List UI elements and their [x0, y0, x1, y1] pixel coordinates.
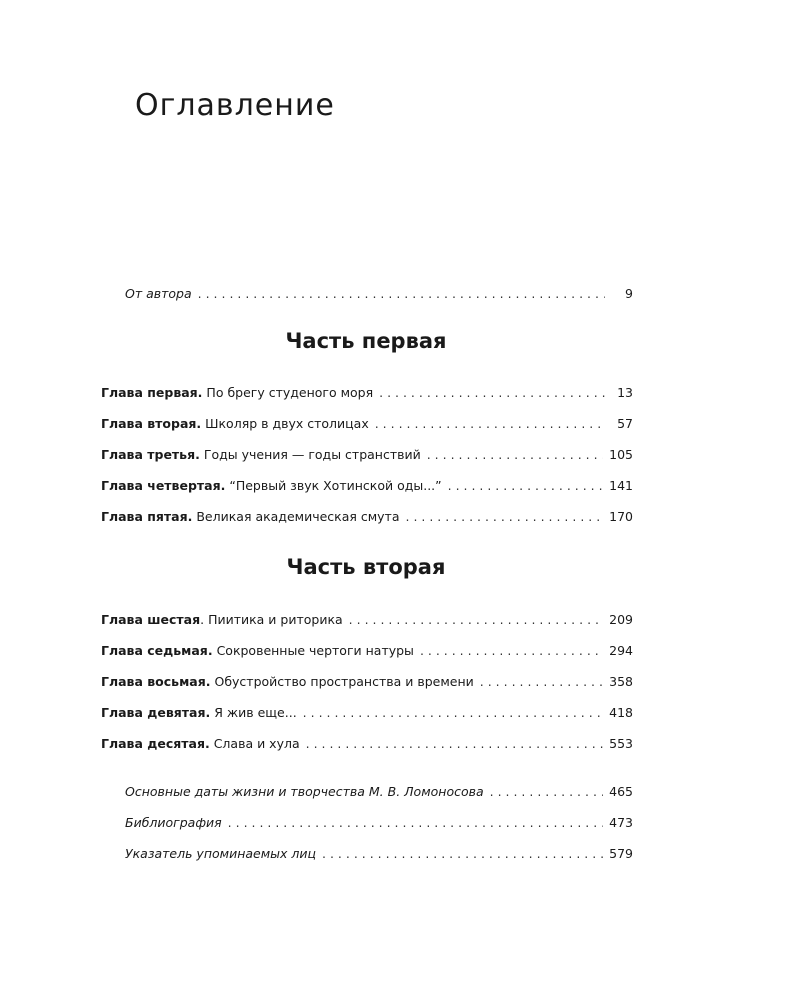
chapter-title: Я жив еще...: [214, 705, 297, 720]
dot-leader: [375, 414, 605, 434]
chapter-title: . Пиитика и риторика: [200, 612, 343, 627]
toc-entry-chapter-6[interactable]: [101, 610, 633, 630]
dot-leader: [306, 734, 604, 754]
toc-page-number: 294: [609, 643, 633, 658]
toc-page-number: 57: [617, 416, 633, 431]
dot-leader: [427, 445, 603, 465]
toc-entry-label: От автора: [125, 286, 192, 301]
dot-leader: [490, 782, 604, 802]
toc-page-number: 141: [609, 478, 633, 493]
toc-entry-chapter-8[interactable]: [101, 672, 633, 692]
toc-page-number: 553: [609, 736, 633, 751]
dot-leader: [406, 507, 604, 527]
chapter-prefix: Глава седьмая.: [101, 643, 213, 658]
chapter-prefix: Глава восьмая.: [101, 674, 211, 689]
chapter-prefix: Глава шестая: [101, 612, 201, 627]
toc-page-number: 9: [625, 286, 633, 301]
dot-leader: [228, 813, 603, 833]
toc-entry-chapter-9[interactable]: [101, 703, 633, 723]
chapter-title: По брегу студеного моря: [206, 385, 374, 400]
toc-entry-appendix-index[interactable]: [125, 844, 633, 864]
toc-entry-chapter-1[interactable]: [101, 383, 633, 403]
toc-page-number: 473: [609, 815, 633, 830]
part-heading-2: Часть вторая: [286, 555, 446, 579]
chapter-prefix: Глава десятая.: [101, 736, 210, 751]
toc-entry-label: Библиография: [125, 815, 222, 830]
toc-page-number: 13: [617, 385, 633, 400]
page-title: Оглавление: [135, 88, 335, 123]
chapter-title: Школяр в двух столицах: [205, 416, 369, 431]
toc-page-number: 418: [609, 705, 633, 720]
toc-entry-appendix-bibliography[interactable]: [125, 813, 633, 833]
dot-leader: [420, 641, 603, 661]
dot-leader: [480, 672, 603, 692]
chapter-prefix: Глава девятая.: [101, 705, 211, 720]
dot-leader: [198, 284, 605, 304]
toc-entry-chapter-7[interactable]: [101, 641, 633, 661]
chapter-prefix: Глава третья.: [101, 447, 200, 462]
chapter-title: “Первый звук Хотинской оды...”: [229, 478, 442, 493]
toc-entry-label: Указатель упоминаемых лиц: [125, 846, 317, 861]
chapter-title: Слава и хула: [213, 736, 300, 751]
chapter-prefix: Глава первая.: [101, 385, 203, 400]
toc-page-number: 579: [609, 846, 633, 861]
toc-entry-chapter-10[interactable]: [101, 734, 633, 754]
dot-leader: [379, 383, 605, 403]
toc-entry-chapter-5[interactable]: [101, 507, 633, 527]
dot-leader: [322, 844, 603, 864]
toc-entry-chapter-2[interactable]: [101, 414, 633, 434]
chapter-prefix: Глава вторая.: [101, 416, 202, 431]
toc-entry-appendix-dates[interactable]: [125, 782, 633, 802]
toc-page-number: 105: [609, 447, 633, 462]
toc-entry-intro[interactable]: [125, 284, 633, 304]
chapter-title: Годы учения — годы странствий: [203, 447, 421, 462]
dot-leader: [448, 476, 604, 496]
dot-leader: [303, 703, 603, 723]
toc-page-number: 465: [609, 784, 633, 799]
toc-entry-chapter-3[interactable]: [101, 445, 633, 465]
toc-page-number: 170: [609, 509, 633, 524]
dot-leader: [349, 610, 603, 630]
toc-page-number: 358: [609, 674, 633, 689]
chapter-title: Сокровенные чертоги натуры: [216, 643, 414, 658]
chapter-prefix: Глава пятая.: [101, 509, 193, 524]
toc-entry-chapter-4[interactable]: [101, 476, 633, 496]
chapter-title: Обустройство пространства и времени: [214, 674, 474, 689]
toc-entry-label: Основные даты жизни и творчества М. В. Ломоносова: [125, 784, 484, 799]
toc-page-number: 209: [609, 612, 633, 627]
chapter-prefix: Глава четвертая.: [101, 478, 226, 493]
chapter-title: Великая академическая смута: [196, 509, 400, 524]
part-heading-1: Часть первая: [285, 329, 447, 353]
